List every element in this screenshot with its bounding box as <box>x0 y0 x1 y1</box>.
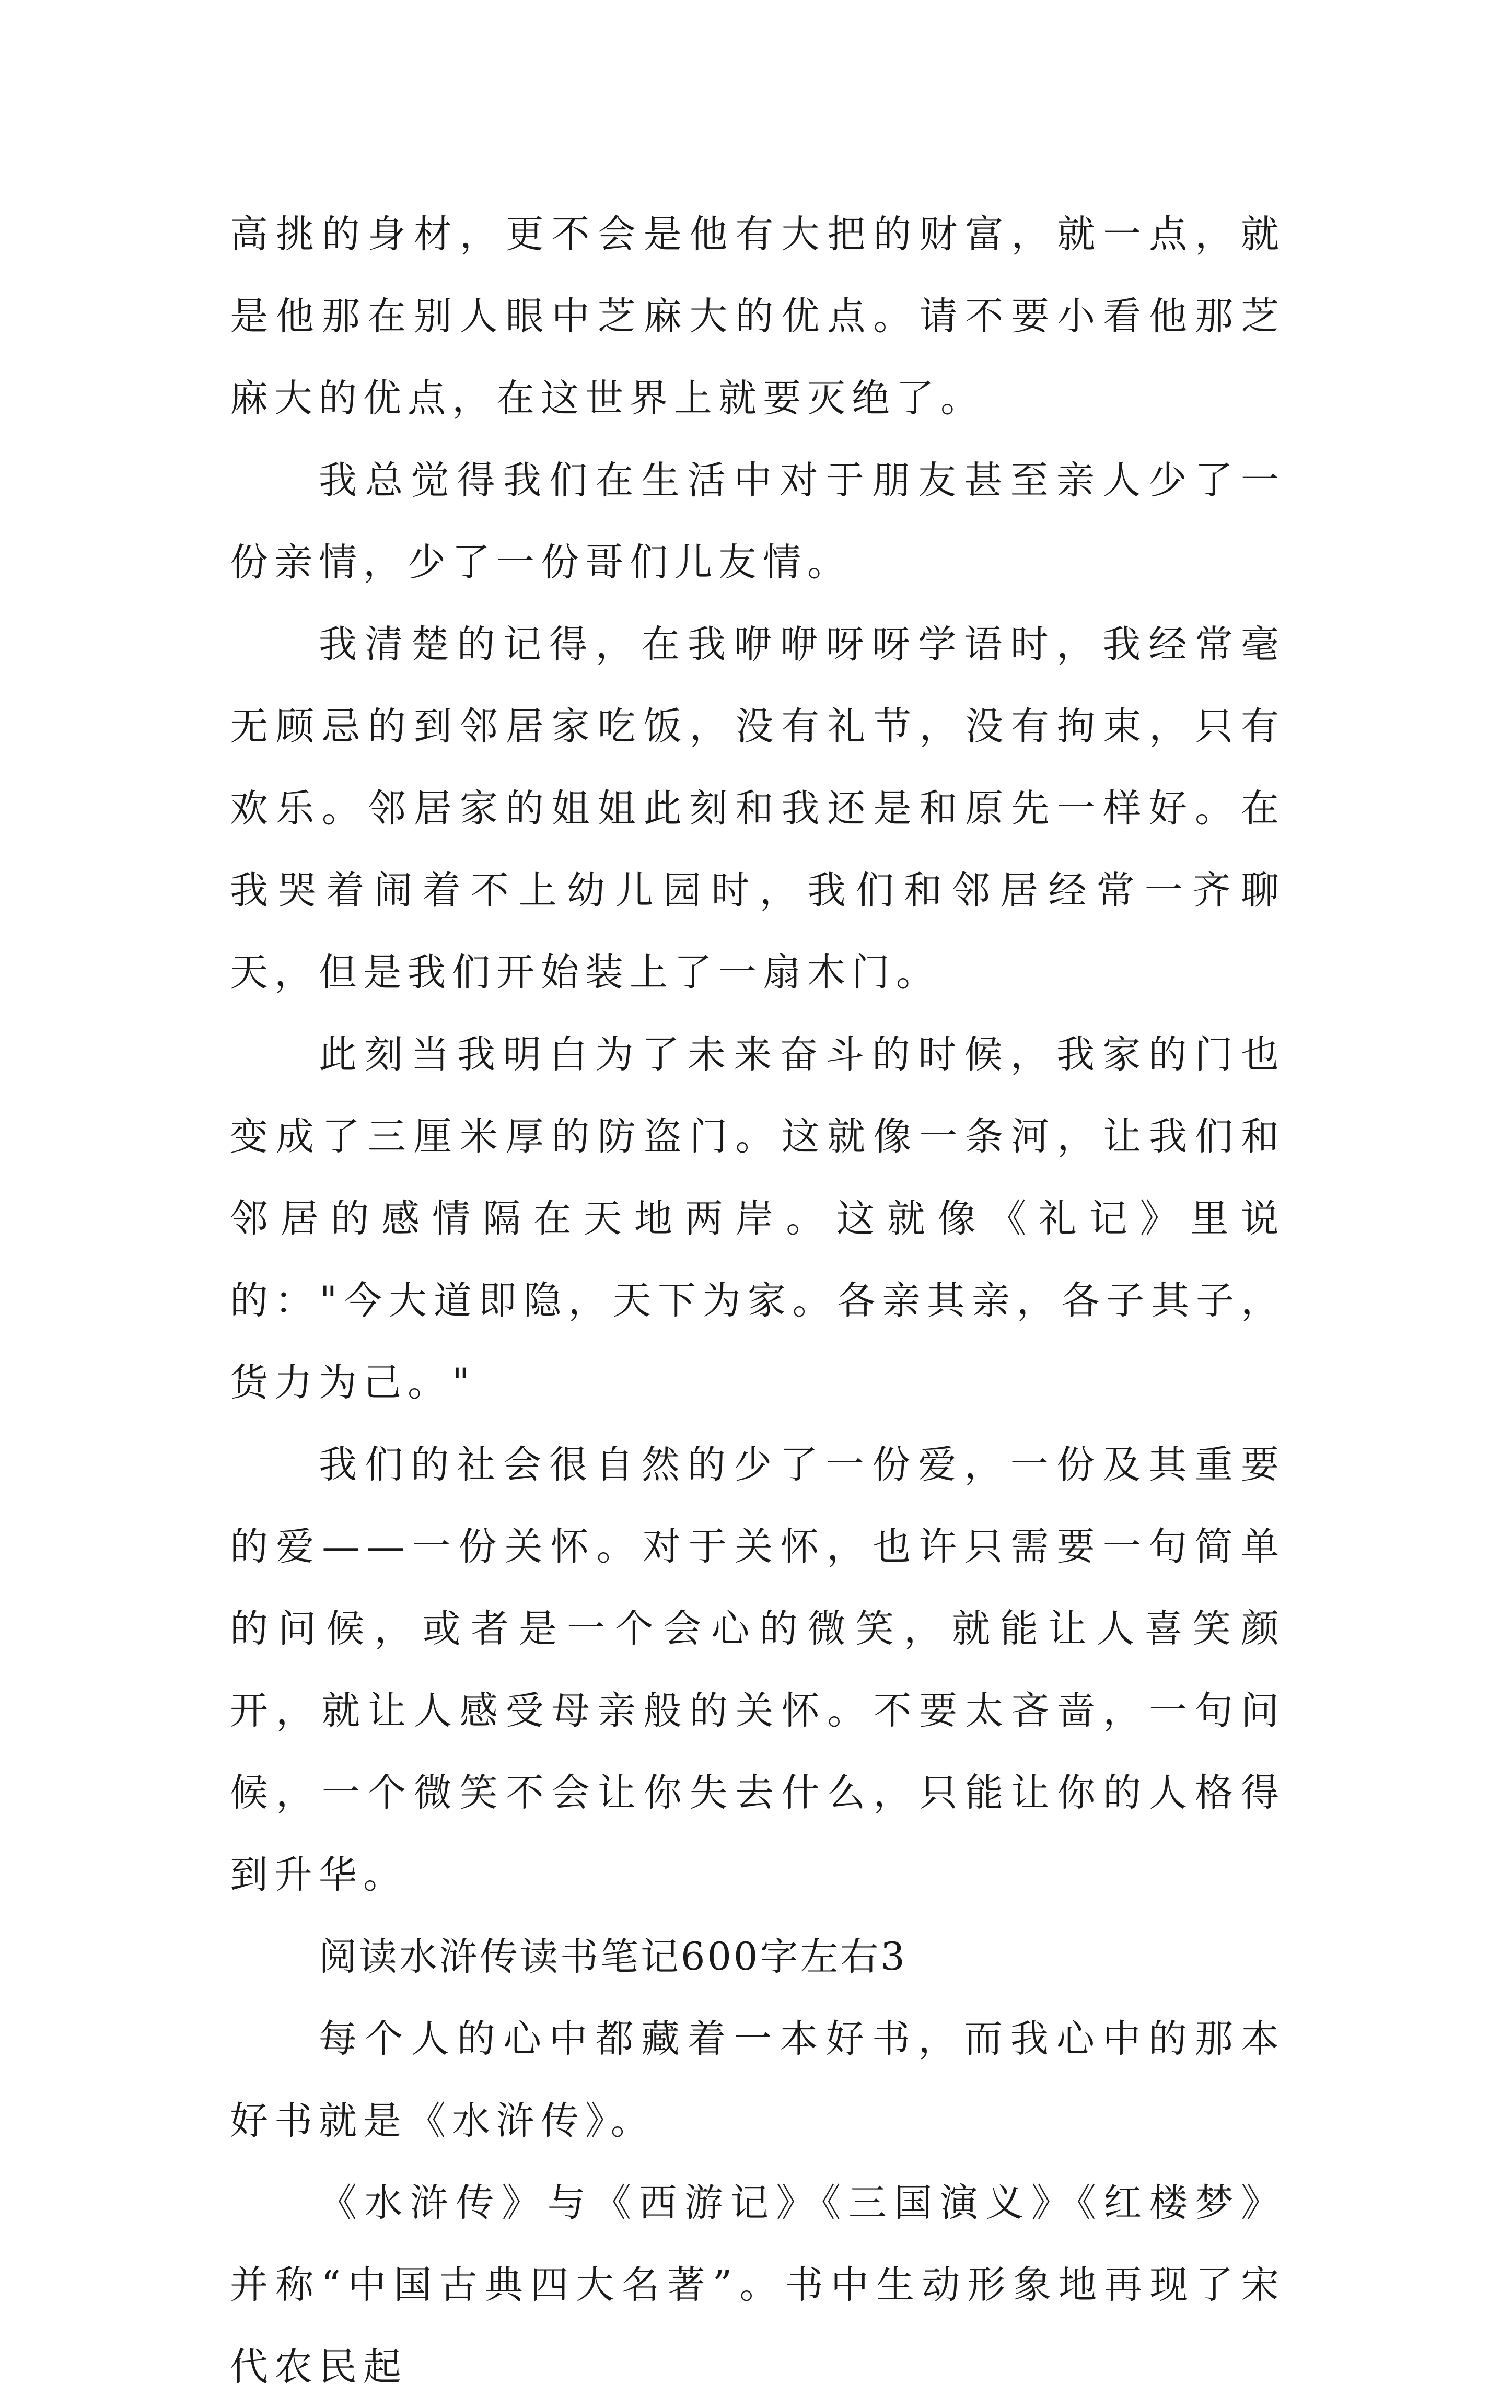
paragraph: 我总觉得我们在生活中对于朋友甚至亲人少了一份亲情，少了一份哥们儿友情。 <box>230 458 1285 585</box>
paragraph: 我们的社会很自然的少了一份爱，一份及其重要的爱——一份关怀。对于关怀，也许只需要一句简单的问候，或者是一个会心的微笑，就能让人喜笑颜开，就让人感受母亲般的关怀。不要太吝啬，一句问候，一个微笑不会让你失去什么，只能让你的人格得到升华。 <box>230 1443 1285 1897</box>
document-body <box>230 193 1285 2408</box>
paragraph-continuation: 高挑的身材，更不会是他有大把的财富，就一点，就是他那在别人眼中芝麻大的优点。请不要小看他那芝麻大的优点，在这世界上就要灭绝了。 <box>230 212 1285 421</box>
paragraph: 此刻当我明白为了未来奋斗的时候，我家的门也变成了三厘米厚的防盗门。这就像一条河，让我们和邻居的感情隔在天地两岸。这就像《礼记》里说的："今大道即隐，天下为家。各亲其亲，各子其子，货力为己。" <box>230 1032 1285 1405</box>
paragraph: 《水浒传》与《西游记》《三国演义》《红楼梦》并称“中国古典四大名著”。书中生动形象地再现了宋代农民起 <box>230 2181 1285 2389</box>
section-heading: 阅读水浒传读书笔记600字左右3 <box>319 1935 907 1979</box>
paragraph: 每个人的心中都藏着一本好书，而我心中的那本好书就是《水浒传》。 <box>230 2017 1285 2143</box>
paragraph: 我清楚的记得，在我咿咿呀呀学语时，我经常毫无顾忌的到邻居家吃饭，没有礼节，没有拘束，只有欢乐。邻居家的姐姐此刻和我还是和原先一样好。在我哭着闹着不上幼儿园时，我们和邻居经常一齐聊天，但是我们开始装上了一扇木门。 <box>230 622 1285 995</box>
